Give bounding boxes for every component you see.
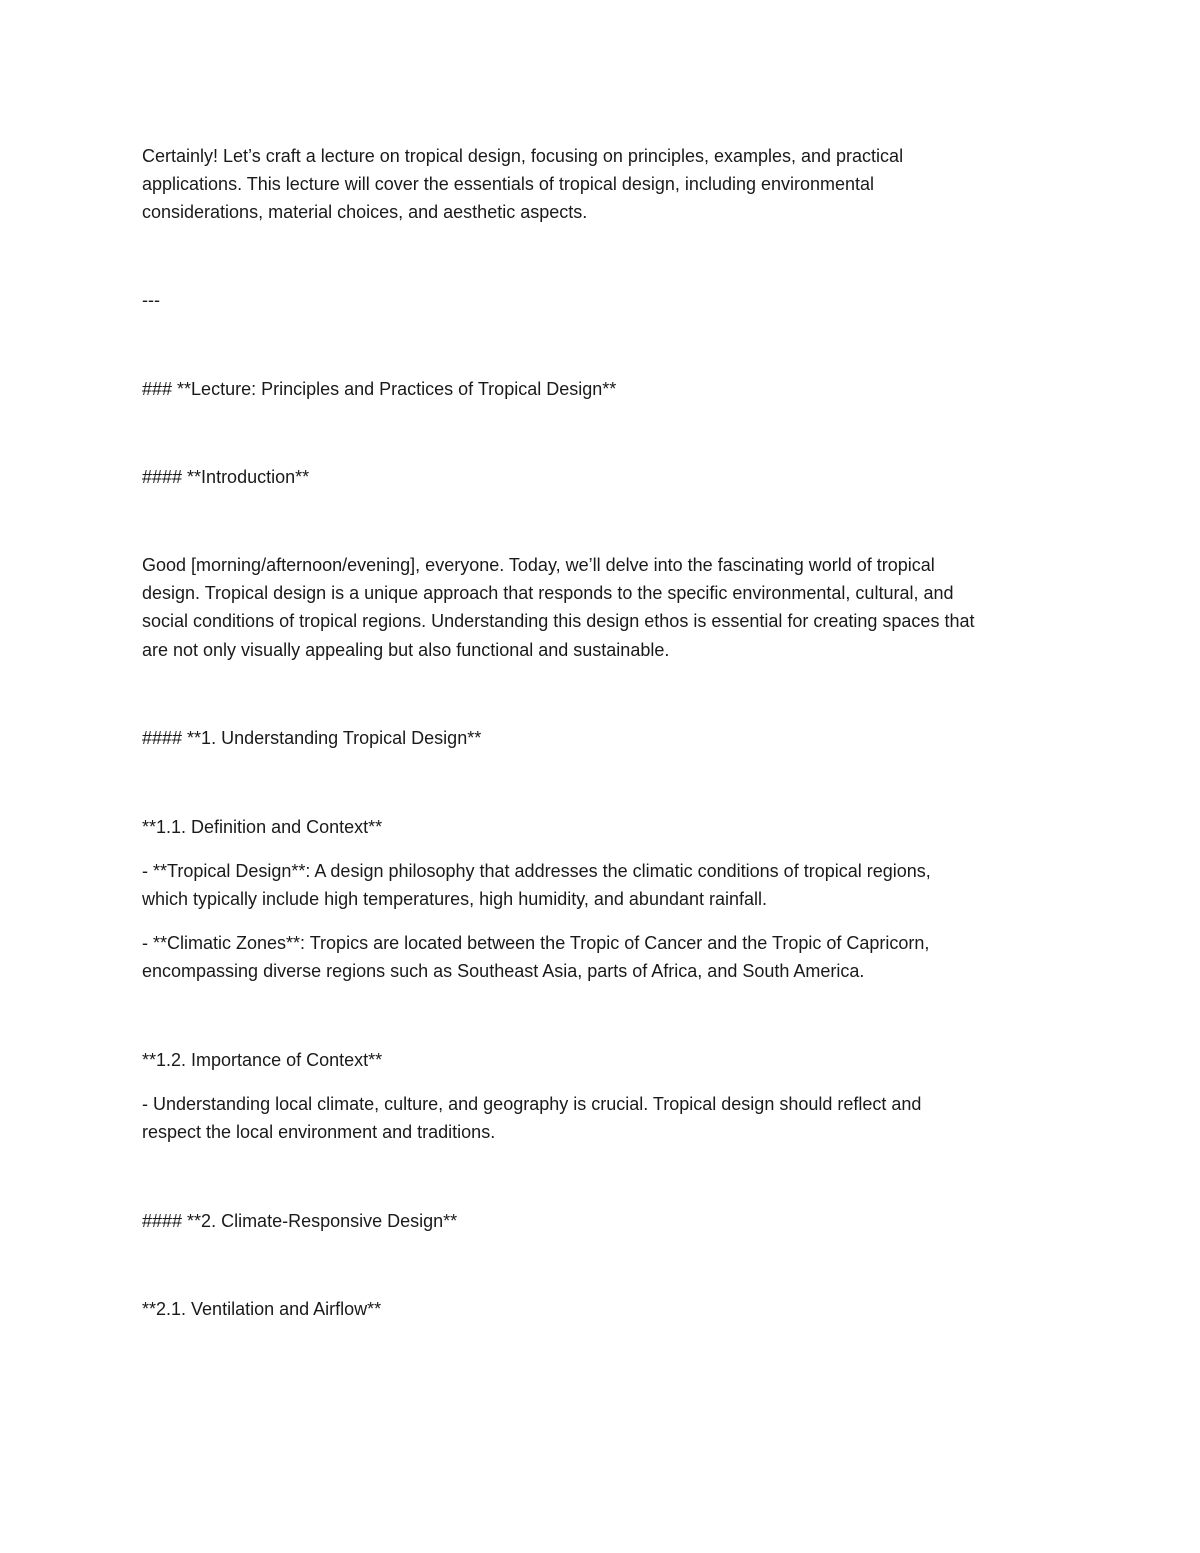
introduction-para-line-1: Good [morning/afternoon/evening], everyone. Today, we’ll delve into the fascinating world of tropical <box>142 555 935 575</box>
introduction-para-line-2: design. Tropical design is a unique approach that responds to the specific environmental, cultural, and <box>142 583 954 603</box>
bullet-climatic-zones-line-2: encompassing diverse regions such as Southeast Asia, parts of Africa, and South America. <box>142 961 865 981</box>
introduction-para-line-3: social conditions of tropical regions. Understanding this design ethos is essential for creating spaces that <box>142 611 975 631</box>
bullet-tropical-design-line-2: which typically include high temperatures, high humidity, and abundant rainfall. <box>142 889 768 909</box>
lecture-heading: ### **Lecture: Principles and Practices of Tropical Design** <box>142 379 617 399</box>
intro-line-1: Certainly! Let’s craft a lecture on tropical design, focusing on principles, examples, and practical <box>142 146 904 166</box>
sub11-heading: **1.1. Definition and Context** <box>142 817 383 837</box>
separator: --- <box>142 290 160 310</box>
bullet-context-line-2: respect the local environment and traditions. <box>142 1122 496 1142</box>
sub12-heading: **1.2. Importance of Context** <box>142 1050 383 1070</box>
introduction-heading: #### **Introduction** <box>142 467 310 487</box>
section1-heading: #### **1. Understanding Tropical Design** <box>142 728 482 748</box>
intro-line-2: applications. This lecture will cover the essentials of tropical design, including environmental <box>142 174 875 194</box>
sub21-heading: **2.1. Ventilation and Airflow** <box>142 1299 382 1319</box>
bullet-tropical-design-line-1: - **Tropical Design**: A design philosophy that addresses the climatic conditions of tropical regions, <box>142 861 931 881</box>
introduction-para-line-4: are not only visually appealing but also functional and sustainable. <box>142 640 670 660</box>
intro-line-3: considerations, material choices, and aesthetic aspects. <box>142 202 588 222</box>
section2-heading: #### **2. Climate-Responsive Design** <box>142 1211 458 1231</box>
bullet-context-line-1: - Understanding local climate, culture, and geography is crucial. Tropical design should reflect and <box>142 1094 922 1114</box>
bullet-climatic-zones-line-1: - **Climatic Zones**: Tropics are located between the Tropic of Cancer and the Tropic of Capricorn, <box>142 933 930 953</box>
